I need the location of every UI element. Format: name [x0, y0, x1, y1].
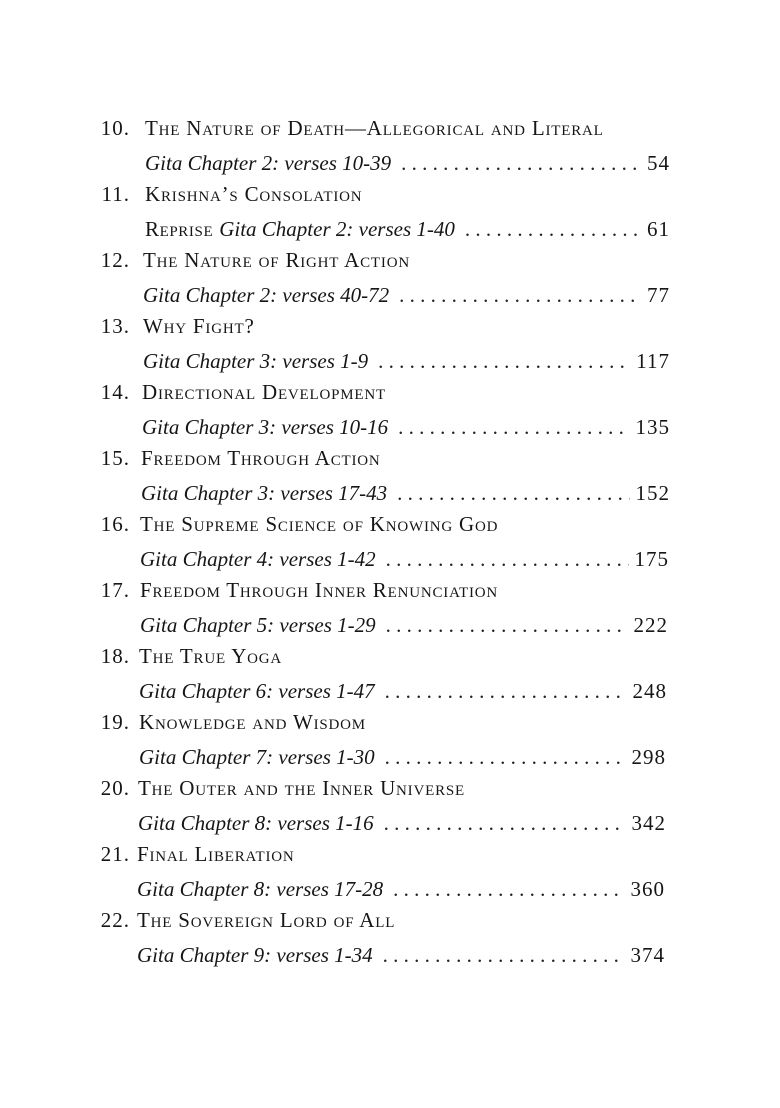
- chapter-number: 15.: [100, 446, 130, 470]
- toc-entry[interactable]: [0, 710, 780, 776]
- chapter-title: The Outer and the Inner Universe: [138, 776, 465, 800]
- chapter-title: The Nature of Death—Allegorical and Literal: [145, 116, 604, 140]
- chapter-number: 20.: [100, 776, 130, 800]
- page-number: 248: [632, 679, 667, 703]
- chapter-title: Freedom Through Inner Renunciation: [140, 578, 499, 602]
- verse-range: Gita Chapter 3: verses 1-9: [143, 349, 369, 373]
- page-number: 61: [647, 217, 670, 241]
- verse-range: Gita Chapter 3: verses 17-43: [141, 481, 388, 505]
- chapter-title: Krishna’s Consolation: [145, 182, 363, 206]
- chapter-number: 11.: [101, 182, 130, 206]
- chapter-title: Why Fight?: [143, 314, 255, 338]
- verse-range: Gita Chapter 5: verses 1-29: [140, 613, 376, 637]
- toc-entry[interactable]: [0, 116, 780, 182]
- chapter-reference: [139, 677, 667, 705]
- verse-range: Gita Chapter 2: verses 1-40: [219, 217, 455, 241]
- page-number: 152: [635, 481, 670, 505]
- chapter-title: Directional Development: [142, 380, 386, 404]
- verse-range: Gita Chapter 3: verses 10-16: [142, 415, 389, 439]
- chapter-number: 14.: [100, 380, 130, 404]
- chapter-title: Freedom Through Action: [141, 446, 381, 470]
- toc-entry[interactable]: [0, 644, 780, 710]
- verse-range: Gita Chapter 2: verses 40-72: [143, 283, 390, 307]
- chapter-number: 22.: [100, 908, 130, 932]
- page-number: 117: [636, 349, 670, 373]
- page-number: 298: [631, 745, 666, 769]
- dot-leader: [393, 875, 624, 903]
- page-number: 175: [634, 547, 669, 571]
- verse-range: Gita Chapter 7: verses 1-30: [139, 745, 375, 769]
- dot-leader: [386, 611, 628, 639]
- toc-entry[interactable]: [0, 512, 780, 578]
- chapter-title: Knowledge and Wisdom: [139, 710, 366, 734]
- chapter-reference: [139, 743, 666, 771]
- chapter-reference: [143, 347, 670, 375]
- page-number: 374: [630, 943, 665, 967]
- chapter-reference: [137, 875, 665, 903]
- page-number: 360: [630, 877, 665, 901]
- toc-entry[interactable]: [0, 908, 780, 974]
- dot-leader: [397, 479, 629, 507]
- chapter-reference: [145, 149, 670, 177]
- dot-leader: [385, 677, 627, 705]
- verse-range: Gita Chapter 4: verses 1-42: [140, 547, 376, 571]
- verse-range: Gita Chapter 8: verses 1-16: [138, 811, 374, 835]
- chapter-title: Final Liberation: [137, 842, 295, 866]
- chapter-number: 10.: [100, 116, 130, 140]
- page-number: 77: [647, 283, 670, 307]
- chapter-reference: [143, 281, 670, 309]
- verse-range: Gita Chapter 6: verses 1-47: [139, 679, 375, 703]
- page-number: 135: [635, 415, 670, 439]
- page-number: 222: [633, 613, 668, 637]
- chapter-title: The Nature of Right Action: [143, 248, 410, 272]
- dot-leader: [383, 941, 625, 969]
- chapter-reference: [141, 479, 670, 507]
- dot-leader: [398, 413, 629, 441]
- verse-range: Gita Chapter 8: verses 17-28: [137, 877, 384, 901]
- dot-leader: [401, 149, 641, 177]
- chapter-reference: [140, 611, 668, 639]
- toc-entry[interactable]: [0, 842, 780, 908]
- chapter-number: 13.: [100, 314, 130, 338]
- chapter-reference: [142, 413, 670, 441]
- chapter-title: The Supreme Science of Knowing God: [140, 512, 499, 536]
- page-number: 342: [631, 811, 666, 835]
- verse-range: Gita Chapter 2: verses 10-39: [145, 151, 392, 175]
- toc-entry[interactable]: [0, 314, 780, 380]
- toc-entry[interactable]: [0, 182, 780, 248]
- toc-entry[interactable]: [0, 380, 780, 446]
- dot-leader: [384, 809, 626, 837]
- chapter-reference: [145, 215, 670, 243]
- chapter-reference: [140, 545, 669, 573]
- chapter-number: 12.: [100, 248, 130, 272]
- dot-leader: [386, 545, 629, 573]
- chapter-number: 18.: [100, 644, 130, 668]
- dot-leader: [465, 215, 641, 243]
- chapter-number: 21.: [100, 842, 130, 866]
- toc-entry[interactable]: [0, 248, 780, 314]
- chapter-reference: [138, 809, 666, 837]
- chapter-number: 19.: [100, 710, 130, 734]
- chapter-number: 16.: [100, 512, 130, 536]
- toc-entry[interactable]: [0, 578, 780, 644]
- page-number: 54: [647, 151, 670, 175]
- chapter-number: 17.: [100, 578, 130, 602]
- chapter-title: The Sovereign Lord of All: [137, 908, 396, 932]
- dot-leader: [378, 347, 630, 375]
- verse-range: Gita Chapter 9: verses 1-34: [137, 943, 373, 967]
- toc-entry[interactable]: [0, 776, 780, 842]
- dot-leader: [385, 743, 626, 771]
- toc-entry[interactable]: [0, 446, 780, 512]
- chapter-reference: [137, 941, 665, 969]
- chapter-title: The True Yoga: [139, 644, 283, 668]
- dot-leader: [399, 281, 641, 309]
- chapter-prefix: Reprise: [145, 217, 214, 241]
